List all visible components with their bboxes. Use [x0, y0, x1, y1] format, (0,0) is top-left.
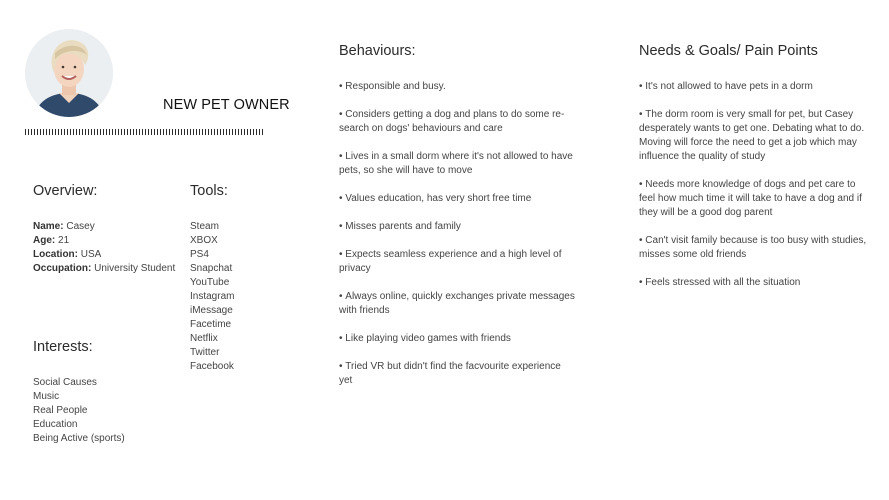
tool-item: Steam	[190, 221, 219, 232]
field-label: Occupation:	[33, 263, 92, 274]
tool-item: PS4	[190, 249, 209, 260]
avatar	[25, 29, 113, 117]
field-value: University Student	[94, 263, 176, 274]
behaviour-item: • Misses parents and family	[339, 220, 575, 234]
interests-list	[33, 376, 125, 446]
overview-fields	[33, 220, 175, 276]
behaviour-item: • Considers getting a dog and plans to do some re-search on dogs' behaviours and care	[339, 108, 575, 136]
behaviour-item: • Expects seamless experience and a high level of privacy	[339, 248, 575, 276]
interest-item: Being Active (sports)	[33, 433, 125, 444]
avatar-portrait	[25, 29, 113, 117]
overview-field-age	[33, 234, 175, 248]
tool-item: Facetime	[190, 319, 232, 330]
behaviour-item: • Tried VR but didn't find the facvourite experience yet	[339, 360, 575, 388]
tool-item: iMessage	[190, 305, 233, 316]
needs-heading: Needs & Goals/ Pain Points	[639, 43, 818, 59]
interest-item: Education	[33, 419, 78, 430]
field-label: Age:	[33, 235, 56, 246]
behaviour-item: • Values education, has very short free time	[339, 192, 575, 206]
field-value: 21	[58, 235, 70, 246]
interest-item: Social Causes	[33, 377, 97, 388]
field-label: Name:	[33, 221, 64, 232]
overview-heading: Overview:	[33, 183, 98, 199]
needs-list	[639, 80, 867, 304]
tool-item: Twitter	[190, 347, 220, 358]
need-item: • It's not allowed to have pets in a dorm	[639, 80, 867, 94]
behaviour-item: • Always online, quickly exchanges private messages with friends	[339, 290, 575, 318]
need-item: • The dorm room is very small for pet, but Casey desperately wants to get one. Debating what to do. Moving will force the need to get a job which may influence the quality of study	[639, 108, 867, 164]
behaviours-heading: Behaviours:	[339, 43, 416, 59]
barcode-divider	[25, 129, 263, 135]
behaviour-item: • Like playing video games with friends	[339, 332, 575, 346]
tool-item: YouTube	[190, 277, 230, 288]
need-item: • Can't visit family because is too busy with studies, misses some old friends	[639, 234, 867, 262]
tool-item: Netflix	[190, 333, 218, 344]
persona-title: NEW PET OWNER	[163, 97, 290, 113]
field-value: USA	[80, 249, 102, 260]
behaviour-item: • Lives in a small dorm where it's not allowed to have pets, so she will have to move	[339, 150, 575, 178]
need-item: • Feels stressed with all the situation	[639, 276, 867, 290]
tool-item: Instagram	[190, 291, 235, 302]
need-item: • Needs more knowledge of dogs and pet care to feel how much time it will take to have a dog and if they will be a good dog parent	[639, 178, 867, 220]
interests-heading: Interests:	[33, 339, 93, 355]
interest-item: Real People	[33, 405, 88, 416]
behaviours-list	[339, 80, 575, 402]
behaviour-item: • Responsible and busy.	[339, 80, 575, 94]
tool-item: XBOX	[190, 235, 218, 246]
tool-item: Snapchat	[190, 263, 233, 274]
field-value: Casey	[66, 221, 95, 232]
overview-field-location	[33, 248, 175, 262]
tools-heading: Tools:	[190, 183, 228, 199]
overview-field-occupation	[33, 262, 175, 276]
tool-item: Facebook	[190, 361, 234, 372]
field-label: Location:	[33, 249, 78, 260]
tools-list	[190, 220, 234, 374]
overview-field-name	[33, 220, 175, 234]
interest-item: Music	[33, 391, 60, 402]
